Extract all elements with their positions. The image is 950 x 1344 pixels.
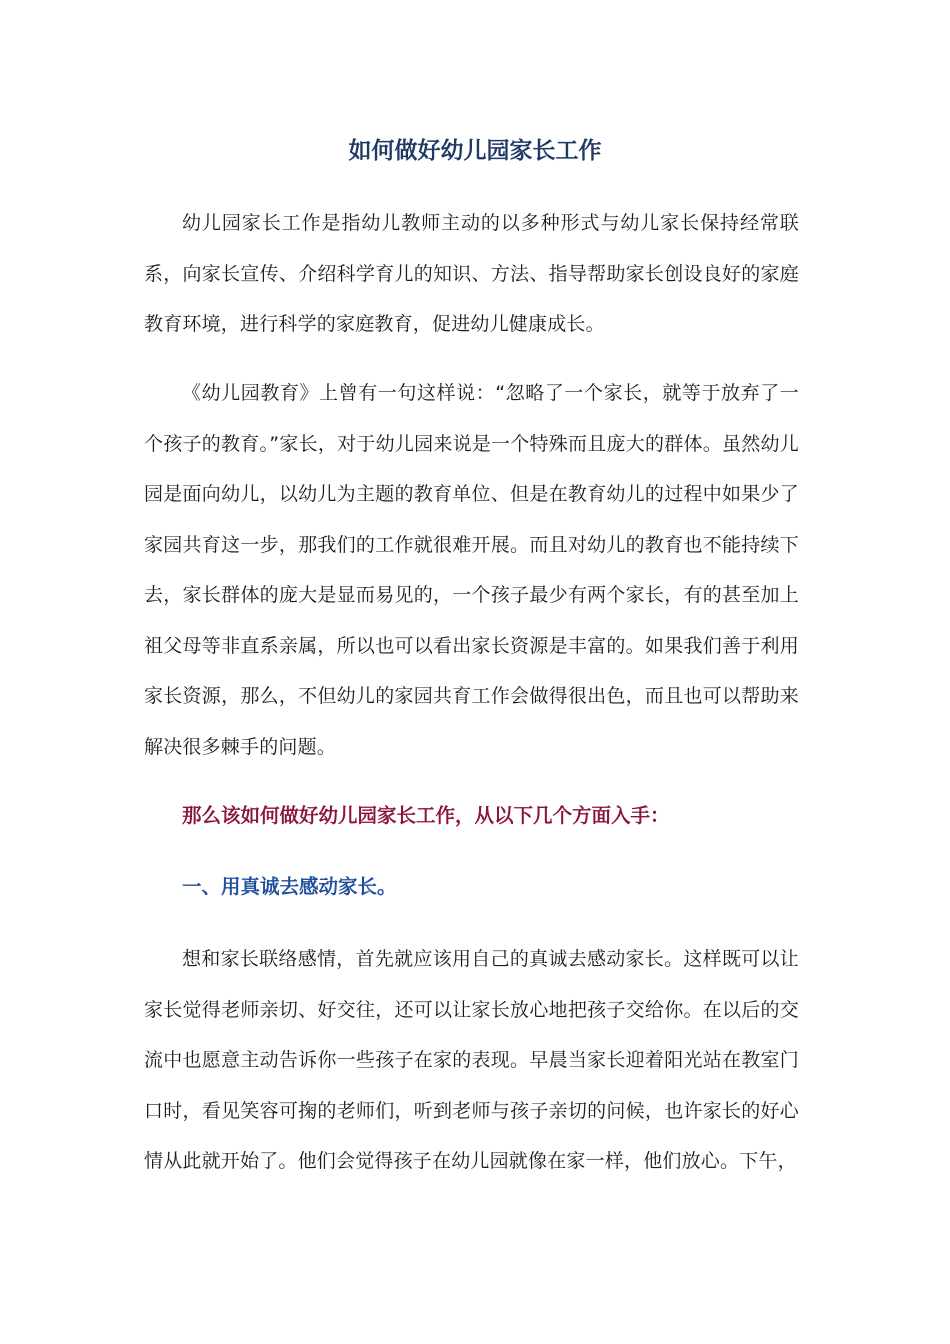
document-title: 如何做好幼儿园家长工作 bbox=[348, 138, 602, 164]
paragraph-quote: 《幼儿园教育》上曾有一句这样说：“忽略了一个家长，就等于放弃了一个孩子的教育。”家长，对于幼儿园来说是一个特殊而且庞大的群体。虽然幼儿园是面向幼儿，以幼儿为主题的教育单位、但是在教育幼儿的过程中如果少了家园共育这一步，那我们的工作就很难开展。而且对幼儿的教育也不能持续下去，家长群体的庞大是显而易见的，一个孩子最少有两个家长，有的甚至加上祖父母等非直系亲属，所以也可以看出家长资源是丰富的。如果我们善于利用家长资源，那么，不但幼儿的家园共育工作会做得很出色，而且也可以帮助来解决很多棘手的问题。 bbox=[144, 382, 799, 758]
section-heading: 那么该如何做好幼儿园家长工作，从以下几个方面入手： bbox=[182, 804, 670, 827]
subheading-sincerity: 一、用真诚去感动家长。 bbox=[182, 875, 397, 898]
paragraph-intro: 幼儿园家长工作是指幼儿教师主动的以多种形式与幼儿家长保持经常联系，向家长宣传、介绍科学育儿的知识、方法、指导帮助家长创设良好的家庭教育环境，进行科学的家庭教育，促进幼儿健康成长。 bbox=[144, 212, 799, 335]
paragraph-sincerity: 想和家长联络感情，首先就应该用自己的真诚去感动家长。这样既可以让家长觉得老师亲切、好交往，还可以让家长放心地把孩子交给你。在以后的交流中也愿意主动告诉你一些孩子在家的表现。早晨当家长迎着阳光站在教室门口时，看见笑容可掬的老师们，听到老师与孩子亲切的问候，也许家长的好心情从此就开始了。他们会觉得孩子在幼儿园就像在家一样，他们放心。下午， bbox=[144, 948, 799, 1172]
